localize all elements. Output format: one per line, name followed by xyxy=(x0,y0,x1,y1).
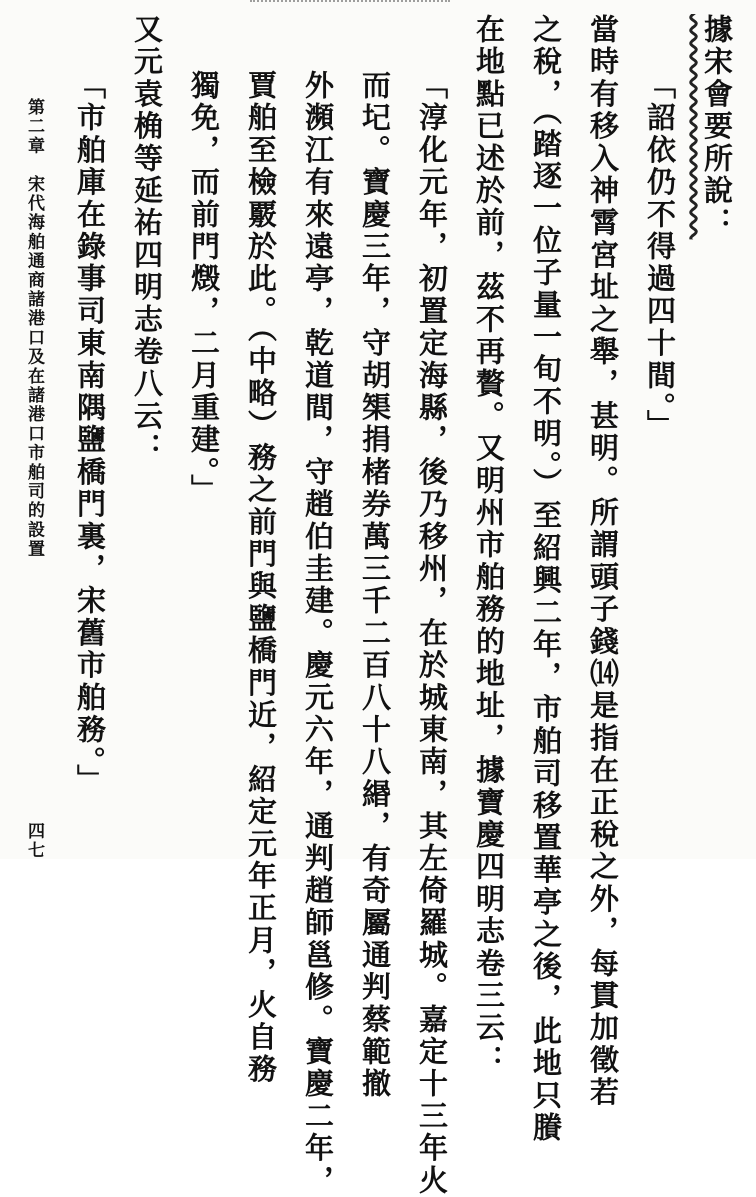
text-column-7 xyxy=(358,70,392,1101)
quotation: 「詔依仍不得過四十間。」 xyxy=(643,70,677,442)
text-column-2 xyxy=(643,70,677,450)
quotation: 「市舶庫在錄事司東南隅鹽橋門裏，宋舊市舶務。」 xyxy=(73,70,107,797)
text-column-6 xyxy=(415,70,449,1197)
page-top-edge xyxy=(250,0,450,6)
text-column-11 xyxy=(130,14,164,465)
text-column-12 xyxy=(73,70,107,797)
body-text: 又元袁桷等延祐四明志卷八云： xyxy=(130,14,164,465)
text-column-10 xyxy=(187,70,221,507)
running-footer xyxy=(25,98,42,618)
quotation: 外瀕江有來遠亭，乾道間，守趙伯圭建。慶元六年，通判趙師邕修。寶慶二年， xyxy=(301,70,335,1197)
quotation: 賈舶至檢覈於此。（中略）務之前門與鹽橋門近，紹定元年正月，火自務 xyxy=(244,70,278,1086)
body-text: 之稅，（踏逐一位子量一旬不明。）至紹興二年，市舶司移置華亭之後，此地只賸 xyxy=(529,14,563,1145)
body-text: 在地點已述於前，茲不再贅。又明州市舶務的地址，據寶慶四明志卷三云： xyxy=(472,14,506,1077)
body-text: 當時有移入神霄宮址之舉，甚明。所謂頭子錢⒁是指在正稅之外，每貫加徵若 xyxy=(586,14,620,1109)
page-number-text: 四七 xyxy=(24,822,44,860)
chapter-title: 第二章 宋代海舶通商諸港口及在諸港口市舶司的設置 xyxy=(24,98,44,559)
text-column-8 xyxy=(301,70,335,1197)
source-citation: 據宋會要所說： xyxy=(700,14,734,240)
quotation: 「淳化元年，初置定海縣，後乃移州，在於城東南，其左倚羅城。嘉定十三年火 xyxy=(415,70,449,1197)
text-column-3 xyxy=(586,14,620,1109)
text-column-9 xyxy=(244,70,278,1086)
page-number xyxy=(25,822,42,859)
quotation: 獨免，而前門燬，二月重建。」 xyxy=(187,70,221,507)
text-column-5 xyxy=(472,14,506,1077)
text-column-4 xyxy=(529,14,563,1145)
text-column-1 xyxy=(700,14,734,240)
quotation: 而圮。寶慶三年，守胡榘捐楮券萬三千二百八十八緡，有奇屬通判蔡範撤 xyxy=(358,70,392,1101)
